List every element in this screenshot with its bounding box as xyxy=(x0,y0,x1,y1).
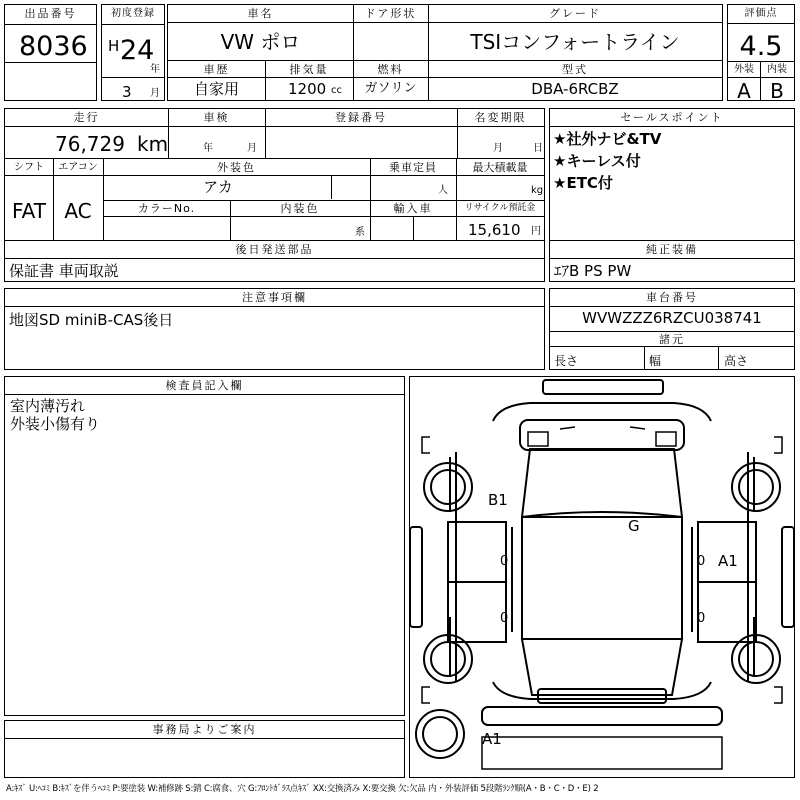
inspector-line: 外装小傷有り xyxy=(10,415,101,433)
equip-label: 純正装備 xyxy=(646,243,698,256)
equip-value: ｴｱB PS PW xyxy=(554,262,632,280)
grade-label: グレード xyxy=(549,7,601,20)
svg-text:0: 0 xyxy=(500,611,509,626)
chassis-number: WVWZZZ6RZCU038741 xyxy=(582,309,762,327)
mileage-label: 走行 xyxy=(73,111,100,124)
model-label: 型式 xyxy=(562,63,588,76)
svg-text:0: 0 xyxy=(697,611,706,626)
damage-mark: B1 xyxy=(488,491,508,509)
deadline-label: 名変期限 xyxy=(474,111,527,124)
capacity-label: 乗車定員 xyxy=(389,161,437,174)
insp-year-unit: 年 xyxy=(203,143,213,154)
reg-month: 3 xyxy=(122,83,132,101)
notes-value: 地図SD miniB-CAS後日 xyxy=(9,311,174,329)
yen-unit: 円 xyxy=(531,226,541,237)
first-reg-box xyxy=(101,4,165,101)
later-label: 後日発送部品 xyxy=(235,243,314,256)
int-grade: B xyxy=(770,79,784,103)
sales-item: ★キーレス付 xyxy=(553,152,641,170)
score-box xyxy=(727,4,795,101)
notes-label: 注意事項欄 xyxy=(242,291,307,304)
load-unit: kg xyxy=(531,185,544,196)
fuel-label: 燃料 xyxy=(377,63,404,76)
displacement: 1200 xyxy=(288,80,327,98)
svg-text:0: 0 xyxy=(697,554,706,569)
sales-label: セールスポイント xyxy=(620,111,724,124)
color-label: 外装色 xyxy=(217,161,256,174)
later-value: 保証書 車両取説 xyxy=(9,262,119,280)
chassis-box xyxy=(549,288,795,370)
displacement-label: 排気量 xyxy=(289,63,329,76)
ac-label: エアコン xyxy=(58,162,98,173)
ac: AC xyxy=(64,199,92,223)
fuel: ガソリン xyxy=(364,81,417,96)
inspector-box xyxy=(4,376,405,716)
length-label: 長さ xyxy=(554,354,579,368)
spec-label: 諸元 xyxy=(659,333,685,346)
damage-mark: G xyxy=(628,517,640,535)
later-parts-box xyxy=(4,240,545,282)
first-reg-label: 初度登録 xyxy=(111,8,155,19)
lot-label: 出品番号 xyxy=(24,7,77,20)
notes-box xyxy=(4,288,545,370)
name-grade-box xyxy=(167,4,723,61)
insp-month-unit: 月 xyxy=(247,143,257,154)
sales-points-box xyxy=(549,108,795,241)
equipment-box xyxy=(549,240,795,282)
office-box xyxy=(4,720,405,778)
spec-row-box xyxy=(167,60,723,101)
ext-label: 外装 xyxy=(734,64,754,75)
ext-grade: A xyxy=(737,79,751,103)
door-label: ドア形状 xyxy=(364,7,417,20)
dl-month-unit: 月 xyxy=(493,143,503,154)
office-label: 事務局よりご案内 xyxy=(152,723,257,736)
recycle-fee: 15,610 xyxy=(468,221,521,239)
car-diagram-box xyxy=(409,376,795,778)
year-unit: 年 xyxy=(150,64,160,75)
damage-mark: A1 xyxy=(718,552,738,570)
lot-number: 8036 xyxy=(19,31,88,62)
svg-text:0: 0 xyxy=(500,554,509,569)
month-unit: 月 xyxy=(150,88,160,99)
interior-label: 内装色 xyxy=(280,202,320,215)
sales-item: ★社外ナビ&TV xyxy=(553,130,662,148)
width-label: 幅 xyxy=(649,354,662,368)
color: アカ xyxy=(203,178,233,196)
shift-color-box xyxy=(4,158,545,241)
int-label: 内装 xyxy=(767,64,787,75)
lot-box xyxy=(4,4,97,101)
inspector-label: 検査員記入欄 xyxy=(165,379,244,392)
sales-item: ★ETC付 xyxy=(553,174,613,192)
car-diagram xyxy=(410,377,794,777)
grade: TSIコンフォートライン xyxy=(470,30,680,54)
shift-label: シフト xyxy=(14,162,44,173)
reg-year: 24 xyxy=(120,35,155,66)
damage-mark: A1 xyxy=(482,730,502,748)
overall-score: 4.5 xyxy=(739,31,783,62)
history-label: 車歴 xyxy=(203,63,230,76)
km-unit: km xyxy=(137,132,169,156)
import-label: 輸入車 xyxy=(393,202,433,215)
colorno-label: カラーNo. xyxy=(137,202,196,215)
inspection-label: 車検 xyxy=(203,111,230,124)
shift: FAT xyxy=(11,199,46,223)
interior-unit: 系 xyxy=(355,227,365,238)
legend: A:ｷｽﾞ U:ﾍｺﾐ B:ｷｽﾞを伴うﾍｺﾐ P:要塗装 W:補修跡 S:錆 C:腐食、穴 G:ﾌﾛﾝﾄｶﾞﾗｽ点ｷｽﾞ XX:交換済み X:要交換 欠:欠品 内・外装評価 5段階ﾗﾝｸ順(A・B・C・D・E) 2 xyxy=(6,784,599,794)
history: 自家用 xyxy=(193,80,239,98)
chassis-label: 車台番号 xyxy=(646,291,698,304)
reg-number-label: 登録番号 xyxy=(335,111,387,124)
recycle-label: リサイクル預託金 xyxy=(464,203,536,213)
inspector-line: 室内薄汚れ xyxy=(10,397,86,415)
height-label: 高さ xyxy=(724,354,749,368)
load-label: 最大積載量 xyxy=(472,161,528,174)
mileage-box xyxy=(4,108,545,159)
name-label: 車名 xyxy=(247,7,274,20)
mileage: 76,729 xyxy=(55,132,125,156)
model: DBA-6RCBZ xyxy=(531,80,619,98)
dl-day-unit: 日 xyxy=(533,143,543,154)
cc-unit: cc xyxy=(331,85,342,96)
car-name: VW ポロ xyxy=(220,30,301,54)
era: H xyxy=(108,37,120,55)
capacity-unit: 人 xyxy=(438,185,448,196)
score-label: 評価点 xyxy=(744,8,778,19)
